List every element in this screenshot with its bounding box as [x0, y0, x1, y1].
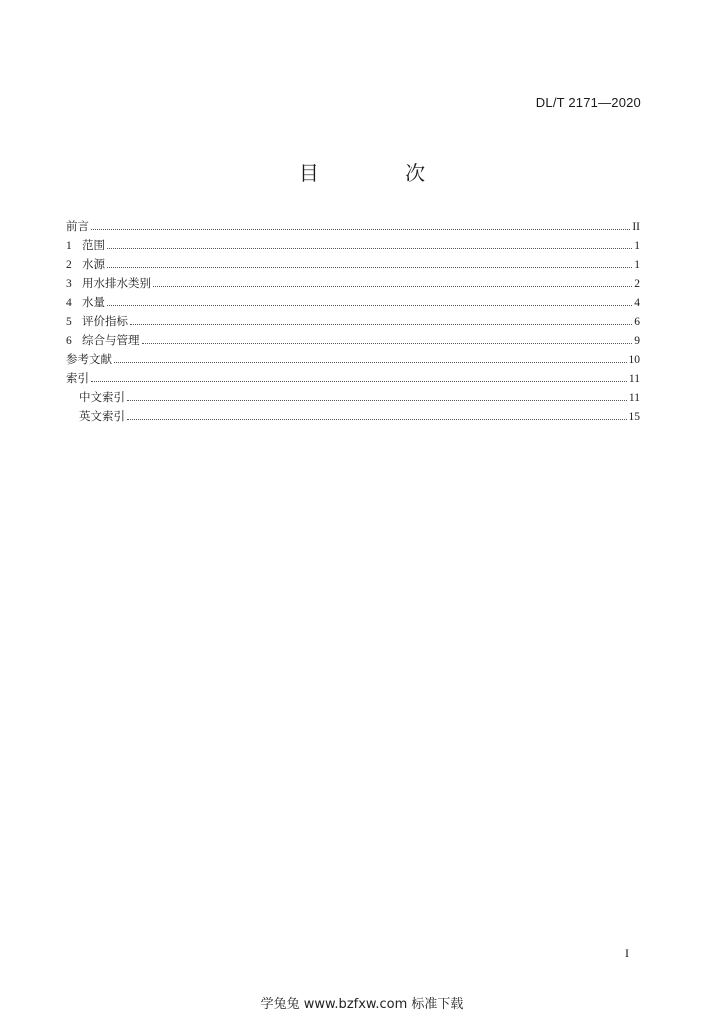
toc-entry-foreword[interactable]	[66, 217, 640, 236]
toc-entry-number: 6	[66, 335, 72, 347]
toc-entry-index[interactable]	[66, 369, 640, 388]
toc-entry-label: 6 综合与管理	[66, 331, 140, 351]
toc-entry-label: 中文索引	[79, 390, 125, 404]
toc-entry-water-categories[interactable]	[66, 274, 640, 293]
toc-entry-page: 6	[634, 316, 640, 328]
toc-entry-water-quantity[interactable]	[66, 293, 640, 312]
toc-entry-label: 3 用水排水类别	[66, 274, 151, 294]
toc-leader	[114, 361, 627, 363]
toc-leader	[107, 304, 632, 306]
toc-entry-number: 4	[66, 297, 72, 309]
toc-leader	[153, 285, 632, 287]
table-of-contents	[66, 217, 640, 426]
toc-entry-evaluation-indicators[interactable]	[66, 312, 640, 331]
toc-entry-page: II	[632, 221, 640, 233]
toc-entry-references[interactable]	[66, 350, 640, 369]
toc-title: 目 次	[298, 161, 466, 185]
toc-entry-page: 2	[634, 278, 640, 290]
toc-entry-page: 15	[628, 411, 640, 423]
toc-entry-number: 5	[66, 316, 72, 328]
toc-leader	[142, 342, 633, 344]
toc-leader	[127, 418, 627, 420]
page-number: I	[625, 946, 629, 960]
toc-entry-label: 英文索引	[79, 409, 125, 423]
toc-entry-number: 1	[66, 240, 72, 252]
toc-leader	[107, 266, 632, 268]
toc-entry-label: 索引	[66, 371, 89, 385]
toc-entry-page: 11	[628, 392, 640, 404]
toc-entry-number: 3	[66, 278, 72, 290]
toc-entry-page: 9	[634, 335, 640, 347]
watermark-text: 学兔兔 www.bzfxw.com 标准下载	[260, 997, 464, 1012]
toc-entry-label: 5 评价指标	[66, 312, 128, 332]
toc-entry-label: 1 范围	[66, 236, 105, 256]
toc-leader	[107, 247, 632, 249]
toc-leader	[127, 399, 627, 401]
toc-entry-chinese-index[interactable]	[66, 388, 640, 407]
toc-entry-scope[interactable]	[66, 236, 640, 255]
document-code: DL/T 2171—2020	[535, 95, 641, 110]
toc-entry-page: 1	[634, 259, 640, 271]
toc-entry-label: 4 水量	[66, 293, 105, 313]
toc-entry-label: 前言	[66, 219, 89, 233]
toc-entry-integration-management[interactable]	[66, 331, 640, 350]
toc-entry-number: 2	[66, 259, 72, 271]
toc-entry-page: 4	[634, 297, 640, 309]
toc-entry-page: 10	[628, 354, 640, 366]
toc-leader	[130, 323, 632, 325]
toc-entry-label: 参考文献	[66, 352, 112, 366]
toc-entry-page: 1	[634, 240, 640, 252]
toc-leader	[91, 228, 630, 230]
toc-entry-page: 11	[628, 373, 640, 385]
toc-leader	[91, 380, 627, 382]
toc-entry-english-index[interactable]	[66, 407, 640, 426]
toc-entry-label: 2 水源	[66, 255, 105, 275]
toc-entry-water-source[interactable]	[66, 255, 640, 274]
